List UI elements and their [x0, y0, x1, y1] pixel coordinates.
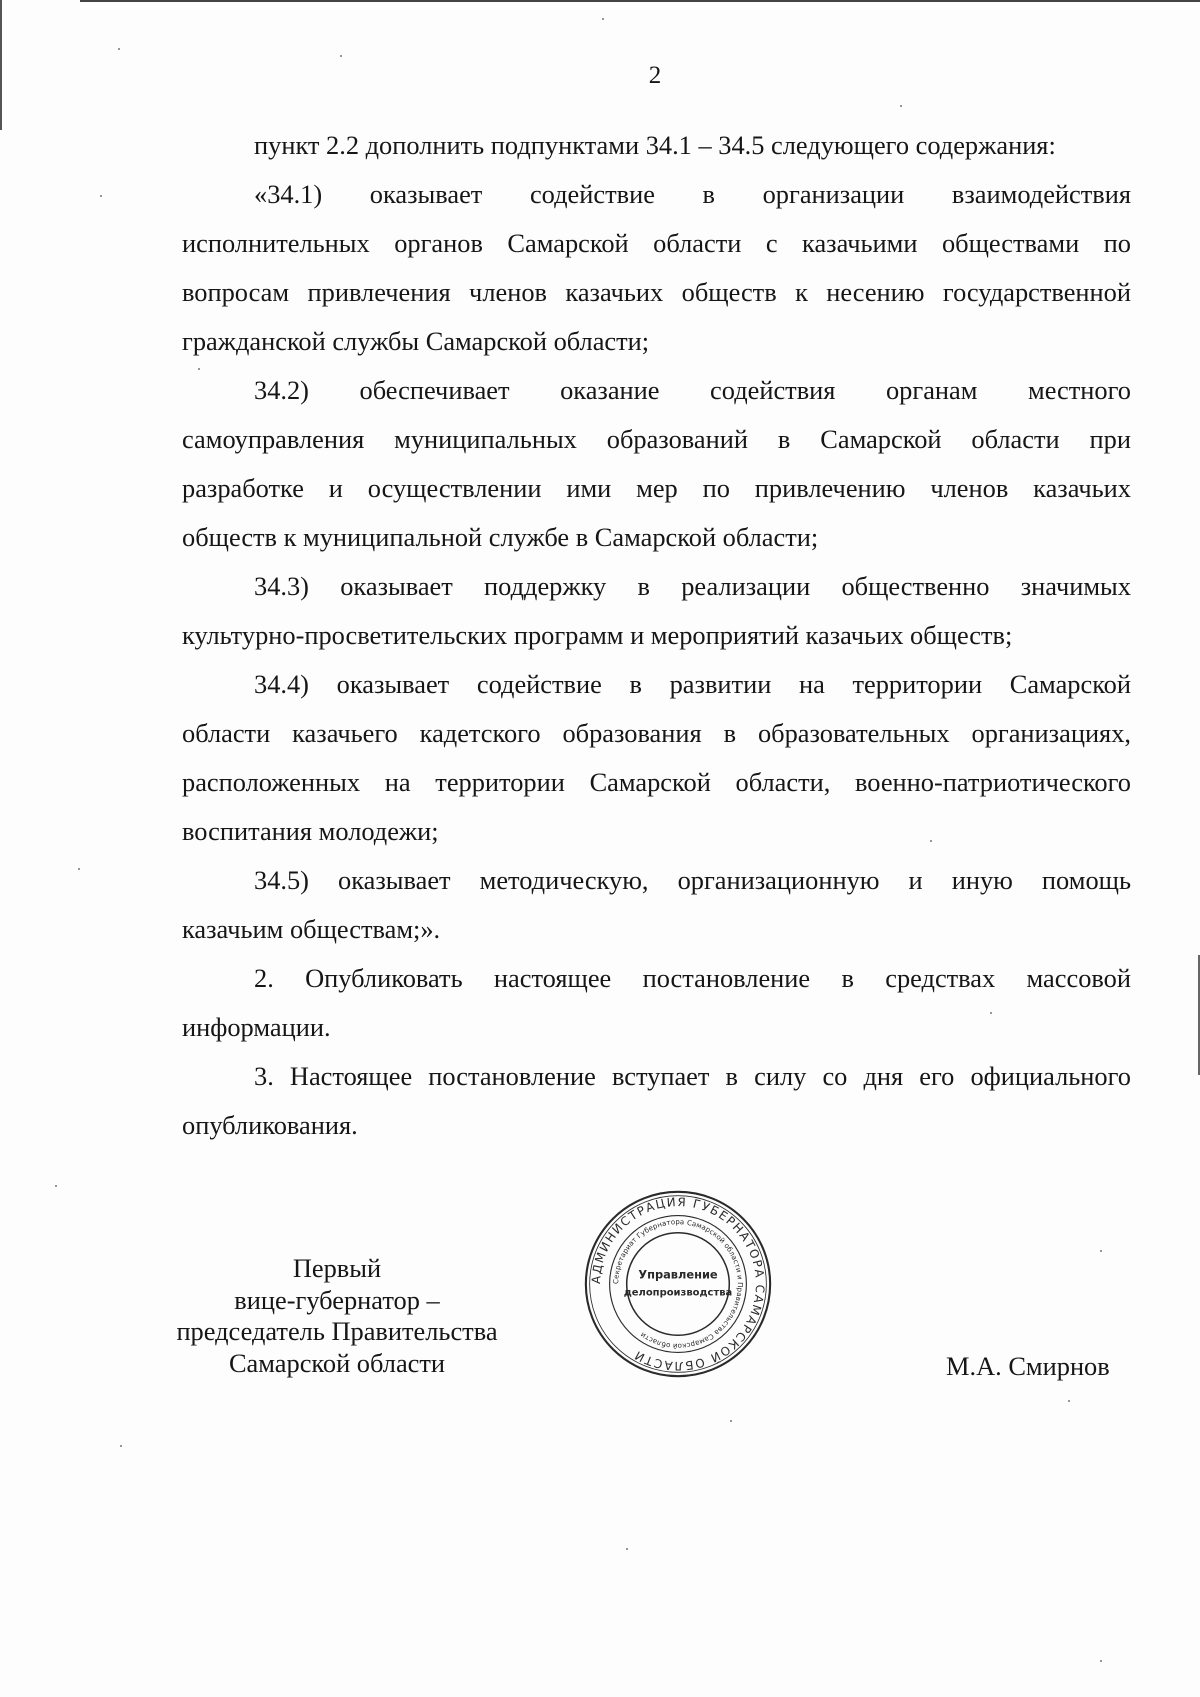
signatory-position-line: Самарской области	[228, 1347, 446, 1378]
paragraph-34-5	[182, 856, 1131, 954]
paragraph-34-4	[182, 660, 1131, 856]
stamp-center-line-1: Управление	[638, 1267, 718, 1282]
stamp-middle-text: Секретариат Губернатора Самарской области и Правительства Самарской области	[611, 1217, 745, 1351]
text-line: 34.5) оказывает методическую, организационную и иную помощь	[254, 865, 1131, 895]
scan-speck	[626, 1548, 628, 1550]
text-line: 2. Опубликовать настоящее постановление в средствах массовой	[254, 963, 1131, 993]
signatory-position-line: председатель Правительства	[176, 1316, 498, 1346]
paragraph-34-2	[182, 366, 1131, 562]
text-line: гражданской службы Самарской области;	[182, 326, 650, 356]
official-stamp	[583, 1189, 773, 1379]
scan-speck	[100, 195, 102, 197]
scan-speck	[78, 868, 80, 870]
text-line: пункт 2.2 дополнить подпунктами 34.1 – 34.5 следующего содержания:	[254, 130, 1056, 160]
scan-speck	[1100, 1250, 1102, 1252]
scan-speck	[1068, 1400, 1070, 1402]
stamp-center-line-2: делопроизводства	[623, 1287, 733, 1299]
text-line: исполнительных органов Самарской области с казачьими обществами по	[182, 228, 1131, 258]
text-line: информации.	[182, 1012, 331, 1042]
scan-speck	[120, 1445, 122, 1447]
scan-speck	[900, 105, 902, 107]
scan-speck	[55, 1185, 57, 1187]
scan-speck	[602, 18, 604, 20]
text-line: «34.1) оказывает содействие в организации взаимодействия	[254, 179, 1131, 209]
text-line: области казачьего кадетского образования в образовательных организациях,	[182, 718, 1131, 748]
signatory-position	[152, 1253, 522, 1379]
paragraph-34-1	[182, 170, 1131, 366]
paragraph-34-3	[182, 562, 1131, 660]
signatory-position-line: Первый	[292, 1253, 382, 1283]
text-line: обществ к муниципальной службе в Самарской области;	[182, 522, 819, 552]
text-line: 34.3) оказывает поддержку в реализации общественно значимых	[254, 571, 1131, 601]
paragraph-item-3	[182, 1052, 1131, 1150]
scan-speck	[1100, 1660, 1102, 1662]
paragraph-item-2	[182, 954, 1131, 1052]
text-line: разработке и осуществлении ими мер по привлечению членов казачьих	[182, 473, 1131, 503]
page-number: 2	[648, 62, 662, 89]
text-line: 34.2) обеспечивает оказание содействия органам местного	[254, 375, 1131, 405]
text-line: воспитания молодежи;	[182, 816, 439, 846]
scan-speck	[340, 55, 342, 57]
paragraph-intro	[182, 121, 1131, 170]
scan-speck	[730, 1420, 732, 1422]
text-line: казачьим обществам;».	[182, 914, 441, 944]
text-line: 3. Настоящее постановление вступает в силу со дня его официального	[254, 1061, 1131, 1091]
text-line: опубликования.	[182, 1110, 358, 1140]
signatory-position-line: вице-губернатор –	[234, 1284, 440, 1315]
text-line: 34.4) оказывает содействие в развитии на территории Самарской	[254, 669, 1131, 699]
text-line: расположенных на территории Самарской области, военно-патриотического	[182, 767, 1131, 797]
scan-edge-top	[80, 0, 1200, 2]
scan-speck	[118, 48, 120, 50]
text-line: культурно-просветительских программ и мероприятий казачьих обществ;	[182, 620, 1013, 650]
stamp-outer-text: АДМИНИСТРАЦИЯ ГУБЕРНАТОРА САМАРСКОЙ ОБЛАСТИ	[588, 1194, 768, 1373]
text-line: самоуправления муниципальных образований в Самарской области при	[182, 424, 1131, 454]
signatory-name: М.А. Смирнов	[946, 1351, 1110, 1381]
text-line: вопросам привлечения членов казачьих обществ к несению государственной	[182, 277, 1131, 307]
